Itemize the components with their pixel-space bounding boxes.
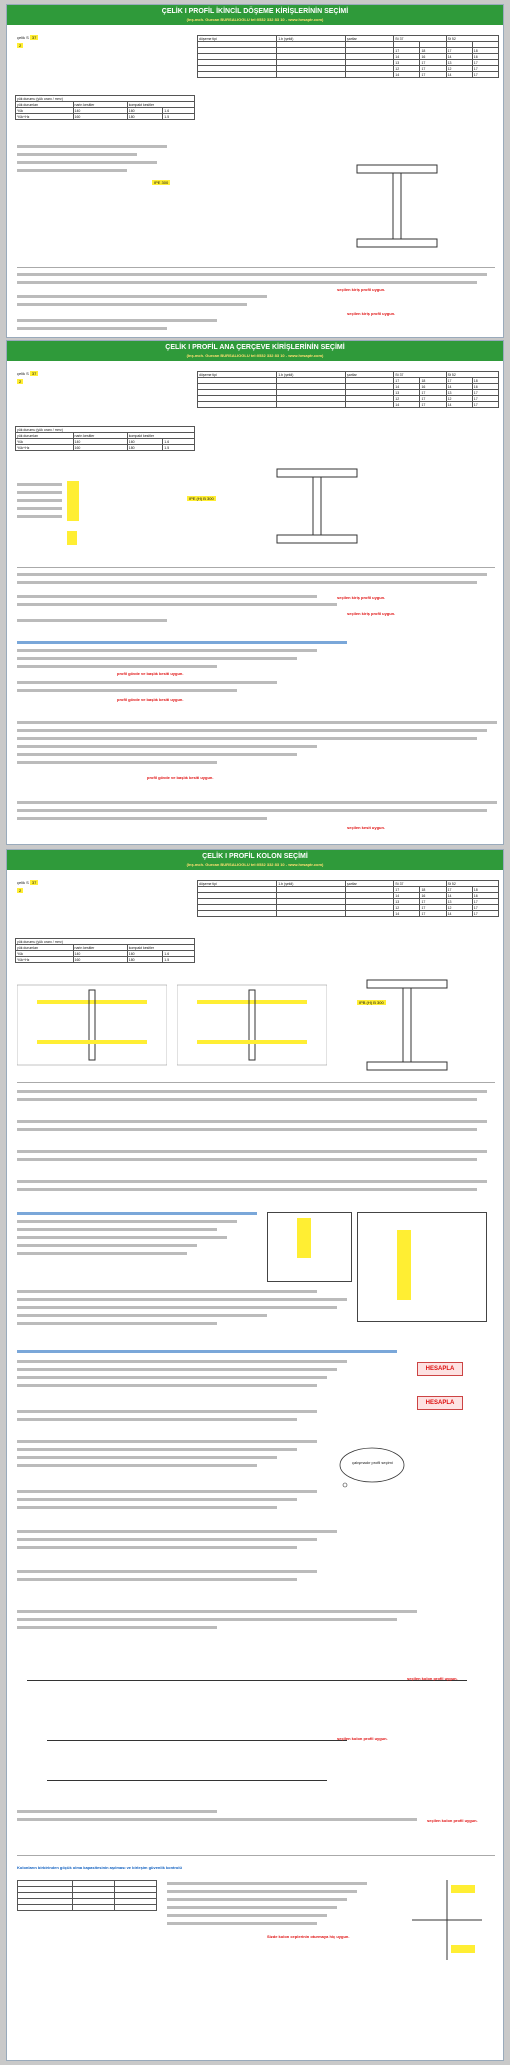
safety-factor-label [17, 43, 23, 48]
safety-factor-label [17, 888, 23, 893]
sheet-main-beam [6, 340, 504, 845]
sheet-subtitle: (Inş.mch. Gurcan BURSALIOGLU tel:0532 332 83 10 - www.hesaptr.com) [186, 862, 324, 867]
sheet-subtitle: (Inş.mch. Gurcan BURSALIOGLU tel:0532 332 83 10 - www.hesaptr.com) [186, 17, 324, 22]
check-panel-b [357, 1212, 487, 1322]
cloud-note: çalışmadır profil seçimi [352, 1460, 393, 1465]
steel-grade-label: çelik S 37 [17, 371, 37, 376]
steel-grade-label: çelik S 37 [17, 35, 37, 40]
sheet-title: ÇELİK I PROFİL İKİNCİL DÖŞEME KİRİŞLERİNİN SEÇİMİ [161, 8, 349, 15]
safety-factor-input[interactable]: 2 [19, 43, 22, 48]
safety-factor-input[interactable]: 2 [19, 379, 22, 384]
sheet-header [7, 850, 503, 870]
connection-cross-icon [407, 1875, 487, 1965]
column-check: seçilen kolon profil uygun. [427, 1818, 478, 1823]
sheet-secondary-beam [6, 4, 504, 338]
footer-check: Sizde kolon ceplerinin oturmaya hiç uygun. [267, 1934, 350, 1939]
i-beam-icon [337, 155, 457, 255]
connection-table [17, 1880, 157, 1911]
beam-check-result-2: seçilen kiriş profil uygun. [347, 611, 396, 616]
steel-grade-input[interactable]: 37 [31, 371, 37, 376]
allowable-stress-table: döşeme tipi 1.b (şekil) şartlar St 37 St 52 17 18 17 18 14 16 14 16 13 17 13 17 12 17 12 17 14 17 14 17 [197, 880, 499, 917]
calculate-button-2[interactable]: HESAPLA [417, 1396, 463, 1410]
fraction-check-1: seçilen kolon profil uygun. [407, 1676, 458, 1681]
sheet-header [7, 341, 503, 361]
sheet-header [7, 5, 503, 25]
footer-title: Kolonların birbirinden göçük olma kapasitesinin aşılması ve birleşim güvenlik kontrolü [17, 1865, 182, 1870]
steel-grade-input[interactable]: 37 [31, 35, 37, 40]
sheet-title: ÇELİK I PROFİL ANA ÇERÇEVE KİRİŞLERİNİN SEÇİMİ [165, 344, 345, 351]
flange-check-note: profil gövde ve başlık kesiti uygun. [117, 697, 184, 702]
allowable-stress-table: döşeme tipi 1.b (şekil) şartlar St 37 St 52 17 18 17 18 14 16 14 16 13 17 13 17 12 17 12 17 14 17 14 17 [197, 35, 499, 78]
web-check-note: profil gövde ve başlık kesiti uygun. [117, 671, 184, 676]
safety-factor-input[interactable]: 2 [19, 888, 22, 893]
i-beam-icon [347, 970, 467, 1080]
load-case-table: yük durumu (yük oranı / mm²) yük durumları narin kesitler kompakt kesitler Yük 140 160 1.6 Yük+Hz 160 180 1.5 [15, 426, 195, 451]
section-check: profil gövde ve başlık kesiti uygun. [147, 775, 214, 780]
profile-name[interactable]: IPE 300 [154, 180, 169, 185]
section-check-2: seçilen kesit uygun. [347, 825, 386, 830]
profile-name[interactable]: IPE (H) B 300 [189, 496, 214, 501]
beam-check-result-2: seçilen kiriş profil uygun. [347, 311, 396, 316]
steel-grade-input[interactable]: 37 [31, 880, 37, 885]
sheet-column [6, 849, 504, 2061]
sheet-subtitle: (Inş.mch. Gurcan BURSALIOGLU tel:0532 332 83 10 - www.hesaptr.com) [186, 353, 324, 358]
beam-check-result: seçilen kiriş profil uygun. [337, 595, 386, 600]
frame-sketch-y-icon [177, 980, 327, 1070]
sheet-title: ÇELİK I PROFİL KOLON SEÇİMİ [202, 853, 308, 860]
frame-sketch-x-icon [17, 980, 167, 1070]
steel-grade-label: çelik S 37 [17, 880, 37, 885]
calculate-button-1[interactable]: HESAPLA [417, 1362, 463, 1376]
load-case-table: yük durumu (yük oranı / mm²) yük durumları narin kesitler kompakt kesitler Yük 140 160 1.6 Yük+Hz 160 180 1.5 [15, 938, 195, 963]
fraction-check-2: seçilen kolon profil uygun. [337, 1736, 388, 1741]
i-beam-icon [257, 461, 377, 551]
safety-factor-label [17, 379, 23, 384]
allowable-stress-table: döşeme tipi 1.b (şekil) şartlar St 37 St 52 17 18 17 18 14 16 14 16 13 17 13 17 12 17 12 17 14 17 14 17 [197, 371, 499, 408]
load-case-table: yük durumu (yük oranı / mm²) yük durumları narin kesitler kompakt kesitler Yük 140 160 1.6 Yük+Hz 160 180 1.5 [15, 95, 195, 120]
beam-check-result: seçilen kiriş profil uygun. [337, 287, 386, 292]
cloud-callout-icon [337, 1445, 407, 1490]
profile-name[interactable]: IPB (H) B 300 [359, 1000, 384, 1005]
